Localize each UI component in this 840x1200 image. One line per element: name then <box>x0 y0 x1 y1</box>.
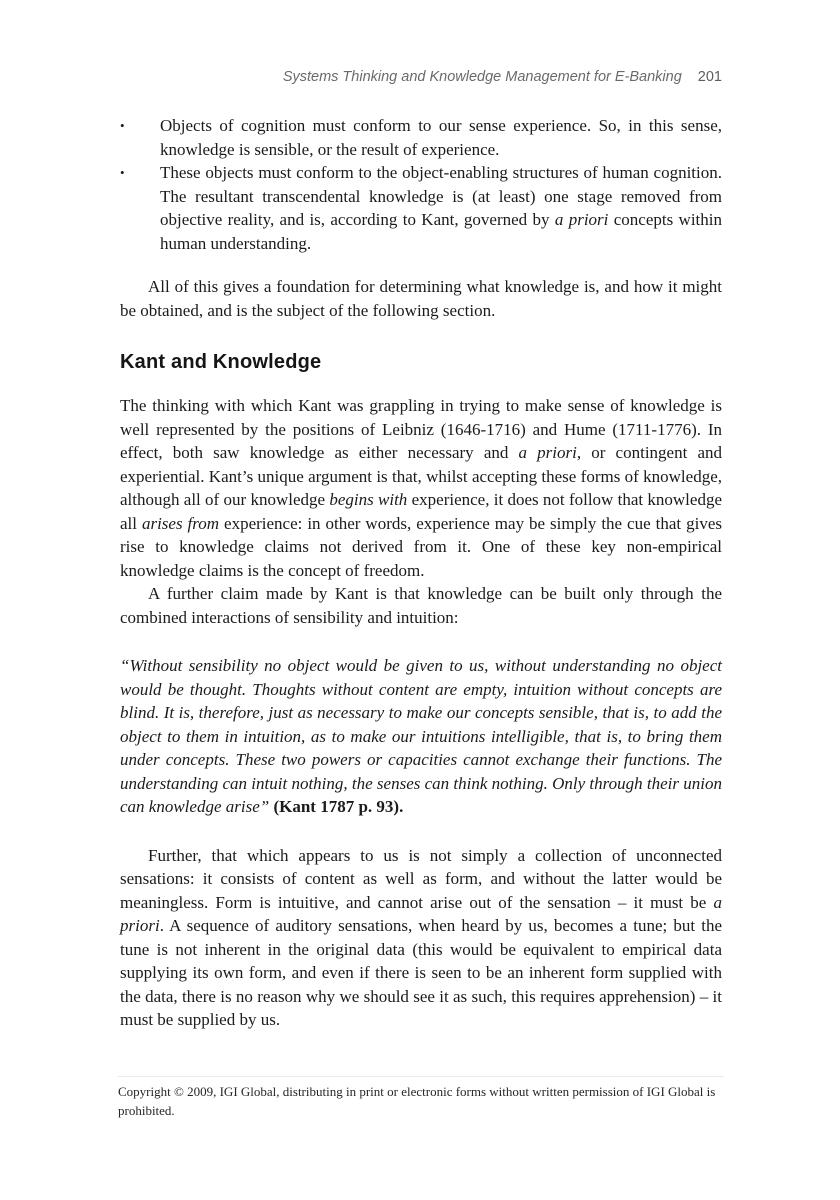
paragraph-further-claim: A further claim made by Kant is that knowledge can be built only through the combined interactions of sensibility and intuition: <box>120 584 722 627</box>
block-quote-kant: “Without sensibility no object would be given to us, without understanding no object would be thought. Thoughts without content are empty, intuition without concepts are blind. It is, therefore, just as necessary to make our concepts sensible, that is, to add the object to them in intuition, as to make our intuitions intelligible, that is, to bring them under concepts. These two powers or capacities cannot exchange their functions. The understanding can intuit nothing, the senses can think nothing. Only through their union can knowledge arise” (Kant 1787 p. 93). <box>120 656 722 816</box>
paragraph-kant-thinking: The thinking with which Kant was grappling in trying to make sense of knowledge is well represented by the positions of Leibniz (1646-1716) and Hume (1711-1776). In effect, both saw knowledge as either necessary and a priori, or contingent and experiential. Kant’s unique argument is that, whilst accepting these forms of knowledge, although all of our knowledge begins with experience, it does not follow that knowledge all arises from experience: in other words, experience may be simply the cue that gives rise to knowledge claims not derived from it. One of these key non-empirical knowledge claims is the concept of freedom. <box>120 396 722 580</box>
running-title: Systems Thinking and Knowledge Management for E-Banking <box>282 69 682 85</box>
list-item <box>120 161 722 255</box>
page-number: 201 <box>697 69 722 85</box>
copyright-text: Copyright © 2009, IGI Global, distributing in print or electronic forms without written permission of IGI Global is prohibited. <box>118 1084 716 1118</box>
bullet-icon: • <box>120 118 125 133</box>
bullet-text: These objects must conform to the object-enabling structures of human cognition. The resultant transcendental knowledge is (at least) one stage removed from objective reality, and is, according to Kant, governed by a priori concepts within human understanding. <box>160 163 722 253</box>
section-heading: Kant and Knowledge <box>120 351 322 373</box>
running-header <box>120 68 722 86</box>
copyright-footer <box>118 1076 724 1120</box>
paragraph-form-apriori: Further, that which appears to us is not simply a collection of unconnected sensations: it consists of content as well as form, and without the latter would be meaningless. Form is intuitive, and cannot arise out of the sensation – it must be a priori. A sequence of auditory sensations, when heard by us, becomes a tune; but the tune is not inherent in the original data (this would be equivalent to empirical data supplying its own form, and even if there is seen to be an inherent form supplied with the data, there is no reason why we should see it as such, this requires apprehension) – it must be supplied by us. <box>120 845 722 1029</box>
paragraph-foundation: All of this gives a foundation for determining what knowledge is, and how it might be obtained, and is the subject of the following section. <box>120 277 722 320</box>
bullet-icon: • <box>120 165 125 180</box>
list-item <box>120 114 722 161</box>
bullet-text: Objects of cognition must conform to our sense experience. So, in this sense, knowledge is sensible, or the result of experience. <box>160 116 722 159</box>
bullet-list <box>120 114 722 255</box>
